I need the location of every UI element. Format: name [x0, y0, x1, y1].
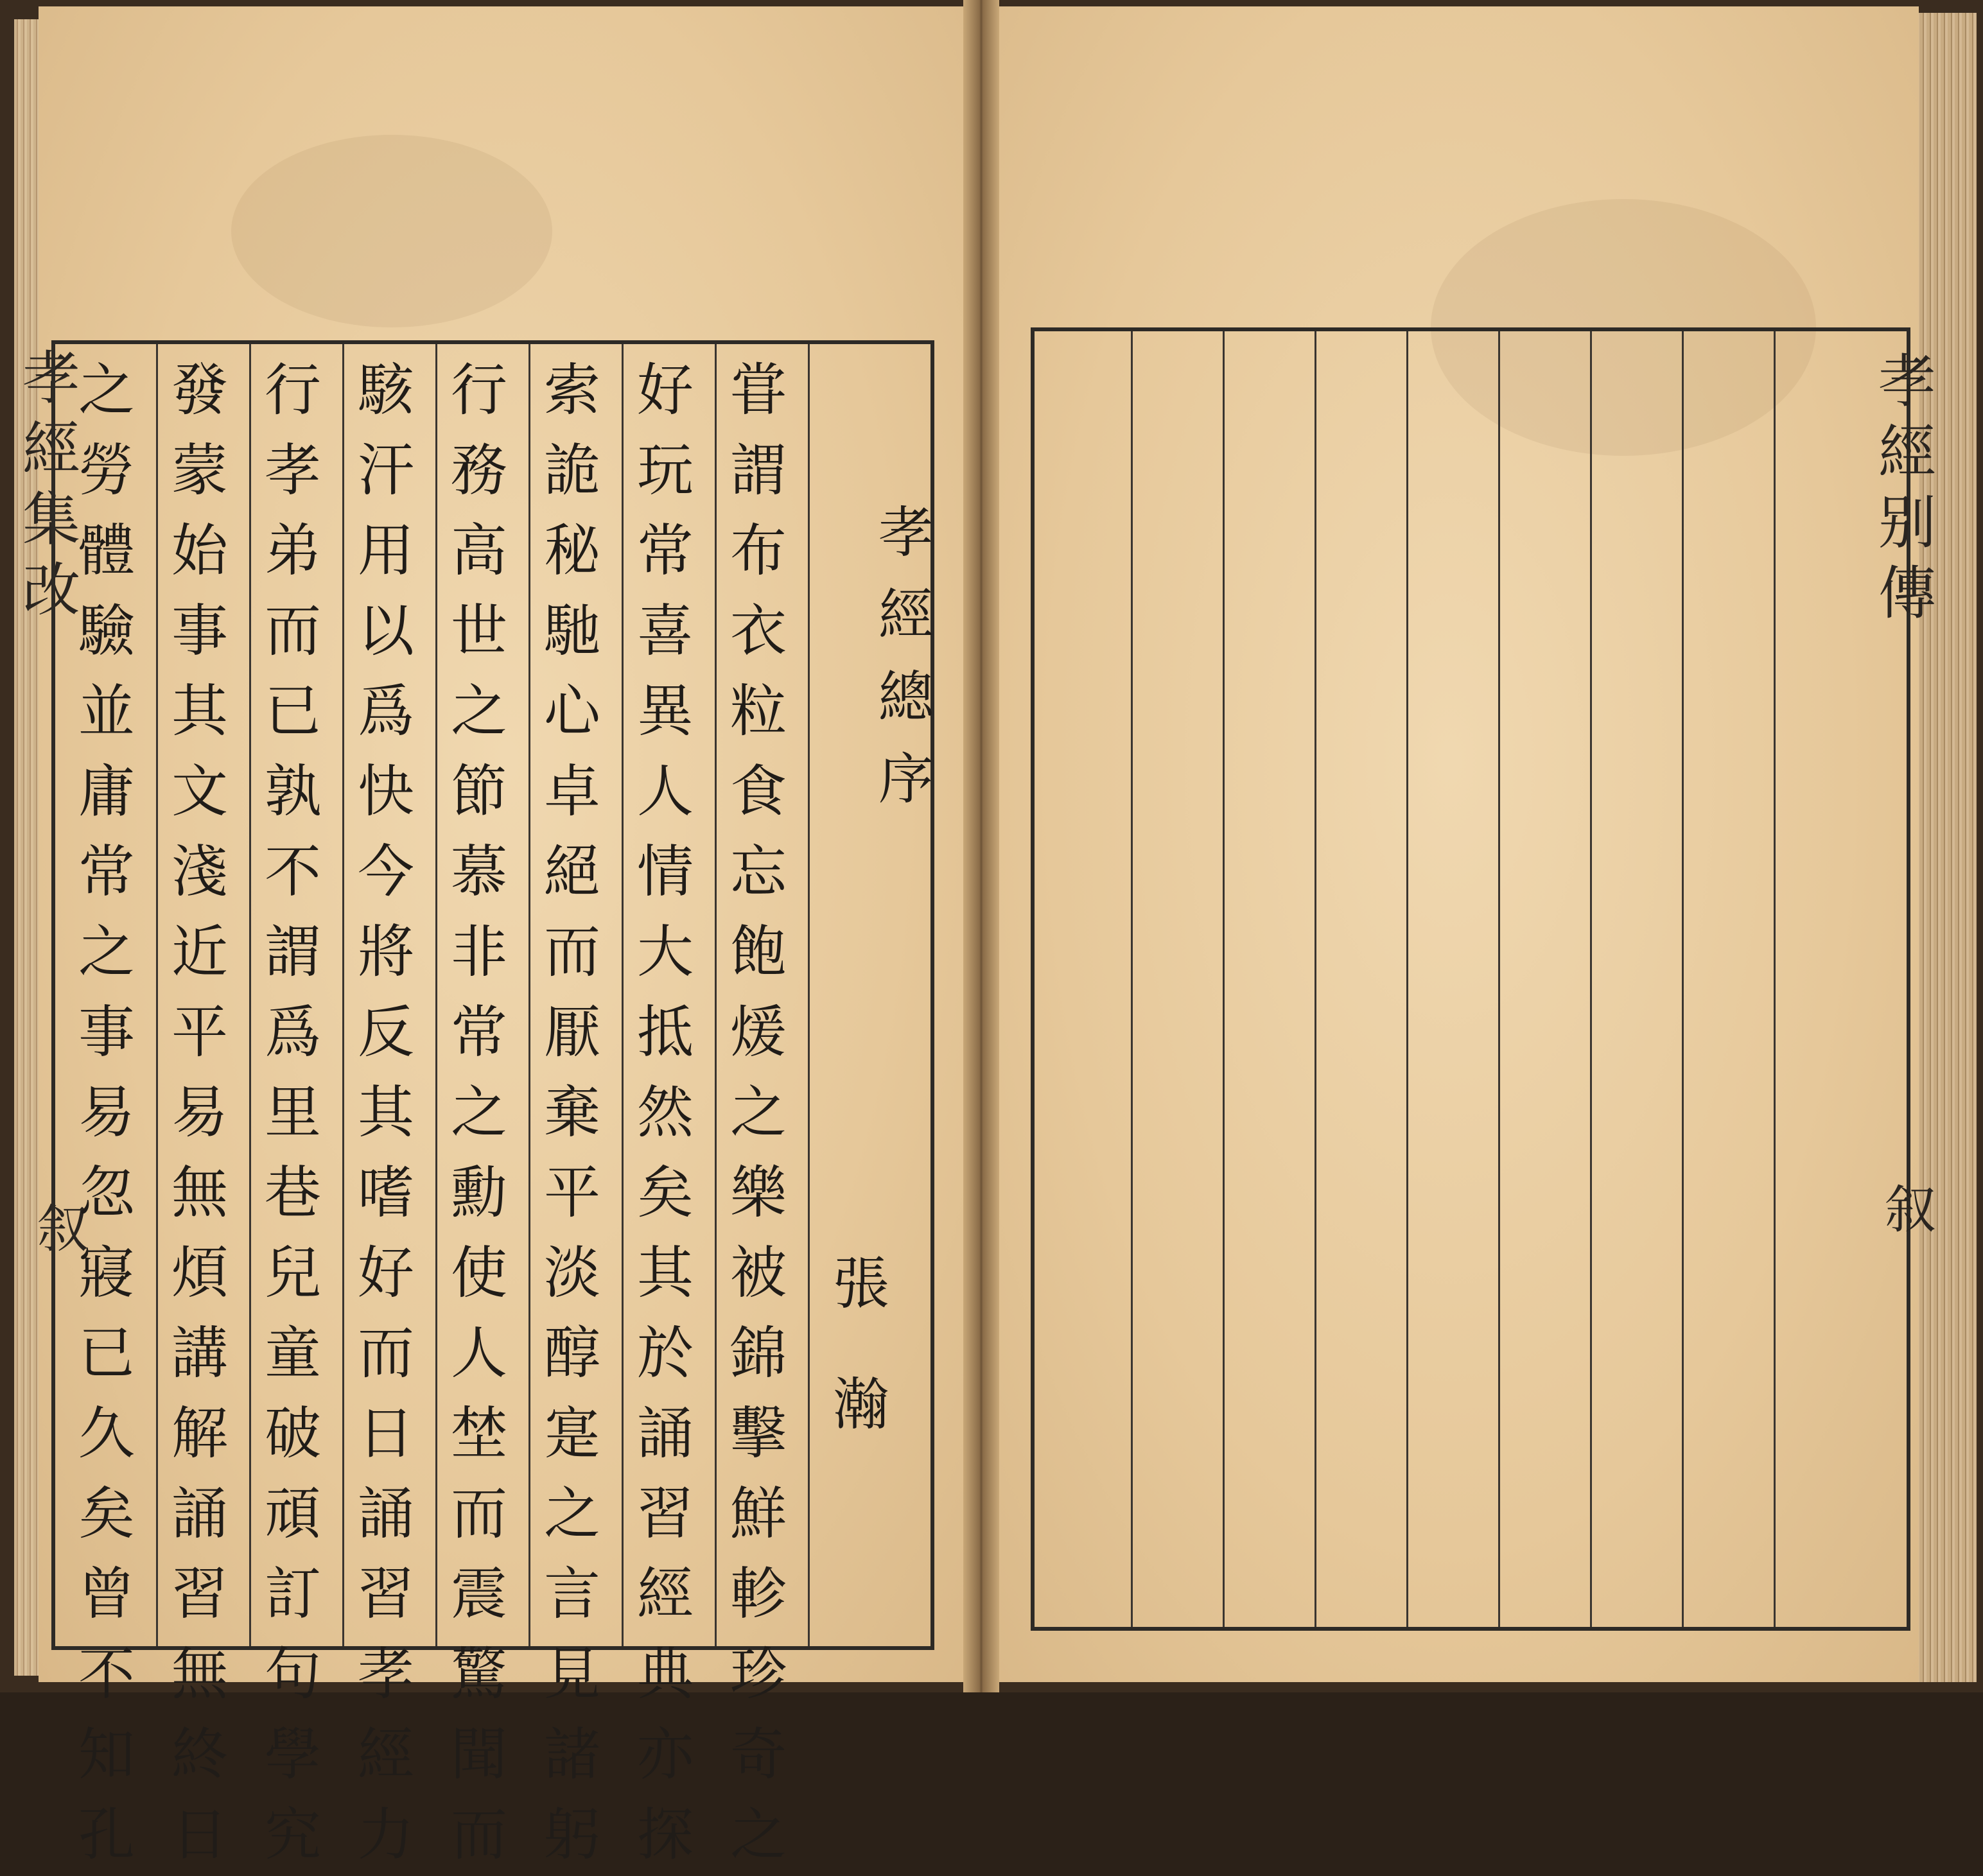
margin-title-char: 傳	[1878, 560, 1936, 627]
column-rule	[1498, 331, 1500, 1627]
text-char: 發	[171, 357, 228, 423]
text-char: 經	[357, 1721, 414, 1787]
margin-title-char: 集	[22, 486, 80, 553]
text-char: 曾	[78, 1561, 135, 1627]
text-char: 力	[357, 1802, 414, 1868]
column-rule	[808, 344, 810, 1646]
text-char: 近	[171, 919, 228, 985]
text-char: 棄	[543, 1079, 600, 1145]
text-char: 習	[171, 1561, 228, 1627]
left-text-frame	[51, 340, 934, 1868]
text-char: 亦	[636, 1721, 694, 1787]
book-gutter	[963, 0, 999, 1692]
text-char: 絕	[543, 838, 600, 905]
text-char: 使	[450, 1240, 507, 1306]
text-char: 常	[78, 838, 135, 905]
column-rule	[1223, 331, 1225, 1627]
text-char: 之	[78, 919, 135, 985]
text-char: 鮮	[729, 1481, 787, 1547]
text-char: 易	[78, 1079, 135, 1145]
text-char: 索	[543, 357, 600, 423]
text-char: 大	[636, 919, 694, 985]
text-column	[161, 349, 238, 1874]
text-char: 好	[357, 1240, 414, 1306]
text-char: 習	[357, 1561, 414, 1627]
title-char: 序	[878, 747, 934, 812]
text-char: 文	[171, 758, 228, 824]
column-rule	[1682, 331, 1684, 1627]
text-char: 淺	[171, 838, 228, 905]
text-char: 快	[357, 758, 414, 824]
text-char: 情	[636, 838, 694, 905]
text-char: 無	[171, 1159, 228, 1226]
text-char: 甞	[729, 357, 787, 423]
right-margin-mark: 叙	[1885, 1180, 1936, 1240]
text-char: 學	[264, 1721, 321, 1787]
text-char: 並	[78, 678, 135, 744]
text-char: 之	[729, 1079, 787, 1145]
text-char: 其	[171, 678, 228, 744]
text-char: 之	[450, 1079, 507, 1145]
text-char: 終	[171, 1721, 228, 1787]
text-char: 典	[636, 1641, 694, 1707]
text-char: 將	[357, 919, 414, 985]
text-char: 誦	[636, 1400, 694, 1466]
text-char: 日	[357, 1400, 414, 1466]
text-char: 好	[636, 357, 694, 423]
text-char: 探	[636, 1802, 694, 1868]
text-char: 樂	[729, 1159, 787, 1226]
text-char: 常	[636, 517, 694, 584]
text-char: 粒	[729, 678, 787, 744]
text-char: 誦	[171, 1481, 228, 1547]
text-char: 其	[357, 1079, 414, 1145]
text-char: 人	[450, 1320, 507, 1386]
column-rule	[249, 344, 251, 1646]
column-rule	[715, 344, 717, 1646]
text-char: 孝	[357, 1641, 414, 1707]
text-char: 破	[264, 1400, 321, 1466]
text-char: 孔	[78, 1802, 135, 1868]
text-char: 之	[543, 1481, 600, 1547]
text-char: 孝	[264, 437, 321, 503]
text-char: 解	[171, 1400, 228, 1466]
text-char: 諸	[543, 1721, 600, 1787]
text-char: 錦	[729, 1320, 787, 1386]
text-char: 之	[78, 357, 135, 423]
margin-title-char: 别	[1878, 489, 1936, 557]
text-char: 然	[636, 1079, 694, 1145]
text-char: 兒	[264, 1240, 321, 1306]
text-char: 不	[264, 838, 321, 905]
text-char: 以	[357, 598, 414, 664]
margin-title-char: 改	[22, 557, 80, 624]
paper-stain	[231, 135, 552, 327]
text-char: 童	[264, 1320, 321, 1386]
text-char: 躬	[543, 1802, 600, 1868]
text-char: 里	[264, 1079, 321, 1145]
text-char: 今	[357, 838, 414, 905]
left-margin-mark: 叙	[37, 1199, 89, 1259]
text-char: 之	[450, 678, 507, 744]
text-char: 謂	[264, 919, 321, 985]
text-char: 布	[729, 517, 787, 584]
text-char: 軫	[729, 1561, 787, 1627]
title-char: 經	[878, 583, 934, 647]
text-char: 爲	[264, 999, 321, 1065]
text-char: 珍	[729, 1641, 787, 1707]
text-char: 庸	[78, 758, 135, 824]
margin-title-char: 孝	[1878, 348, 1936, 415]
text-char: 馳	[543, 598, 600, 664]
text-char: 而	[264, 598, 321, 664]
text-column	[441, 349, 518, 1874]
text-char: 反	[357, 999, 414, 1065]
text-column	[627, 349, 704, 1874]
text-char: 講	[171, 1320, 228, 1386]
author-char: 張	[832, 1251, 889, 1317]
text-char: 知	[78, 1721, 135, 1787]
right-page-stack	[1912, 13, 1977, 1682]
author-char: 瀚	[832, 1371, 889, 1437]
text-char: 事	[171, 598, 228, 664]
preface-title	[868, 492, 945, 821]
text-char: 見	[543, 1641, 600, 1707]
right-text-frame	[1031, 327, 1910, 1631]
text-char: 駭	[357, 357, 414, 423]
text-char: 務	[450, 437, 507, 503]
text-char: 習	[636, 1481, 694, 1547]
text-char: 被	[729, 1240, 787, 1306]
text-char: 孰	[264, 758, 321, 824]
text-char: 其	[636, 1240, 694, 1306]
column-rule	[1774, 331, 1776, 1627]
column-rule	[1406, 331, 1408, 1627]
text-char: 弟	[264, 517, 321, 584]
text-char: 勞	[78, 437, 135, 503]
text-char: 節	[450, 758, 507, 824]
text-char: 嗜	[357, 1159, 414, 1226]
text-char: 句	[264, 1641, 321, 1707]
text-char: 埜	[450, 1400, 507, 1466]
text-char: 已	[78, 1320, 135, 1386]
text-char: 世	[450, 598, 507, 664]
text-char: 頑	[264, 1481, 321, 1547]
text-char: 厭	[543, 999, 600, 1065]
text-char: 矣	[636, 1159, 694, 1226]
text-char: 異	[636, 678, 694, 744]
right-margin-title	[1872, 347, 1943, 629]
text-char: 人	[636, 758, 694, 824]
text-char: 驗	[78, 598, 135, 664]
text-char: 煩	[171, 1240, 228, 1306]
text-char: 喜	[636, 598, 694, 664]
text-char: 擊	[729, 1400, 787, 1466]
text-char: 事	[78, 999, 135, 1065]
margin-title-char: 經	[22, 415, 80, 483]
text-char: 訂	[264, 1561, 321, 1627]
text-char: 久	[78, 1400, 135, 1466]
text-char: 飽	[729, 919, 787, 985]
text-char: 而	[450, 1802, 507, 1868]
text-column	[720, 349, 797, 1874]
text-char: 始	[171, 517, 228, 584]
text-char: 日	[171, 1802, 228, 1868]
text-column	[254, 349, 331, 1874]
column-rule	[529, 344, 530, 1646]
text-char: 經	[636, 1561, 694, 1627]
text-char: 聞	[450, 1721, 507, 1787]
text-char: 勳	[450, 1159, 507, 1226]
text-char: 抵	[636, 999, 694, 1065]
column-rule	[1131, 331, 1133, 1627]
column-rule	[156, 344, 158, 1646]
title-char: 總	[878, 665, 934, 729]
text-char: 究	[264, 1802, 321, 1868]
margin-title-char: 孝	[22, 345, 80, 412]
text-char: 矣	[78, 1481, 135, 1547]
text-char: 慕	[450, 838, 507, 905]
text-char: 高	[450, 517, 507, 584]
text-char: 驚	[450, 1641, 507, 1707]
text-char: 而	[450, 1481, 507, 1547]
text-char: 巷	[264, 1159, 321, 1226]
text-char: 詭	[543, 437, 600, 503]
text-char: 心	[543, 678, 600, 744]
text-char: 用	[357, 517, 414, 584]
text-char: 煖	[729, 999, 787, 1065]
text-column	[534, 349, 611, 1874]
text-char: 平	[171, 999, 228, 1065]
column-rule	[1315, 331, 1316, 1627]
text-char: 而	[357, 1320, 414, 1386]
text-char: 震	[450, 1561, 507, 1627]
text-char: 玩	[636, 437, 694, 503]
text-char: 常	[450, 999, 507, 1065]
text-char: 不	[78, 1641, 135, 1707]
text-char: 之	[729, 1802, 787, 1868]
title-char: 孝	[878, 501, 934, 565]
text-char: 淡	[543, 1240, 600, 1306]
text-char: 於	[636, 1320, 694, 1386]
margin-title-char: 經	[1878, 419, 1936, 486]
text-char: 衣	[729, 598, 787, 664]
text-char: 奇	[729, 1721, 787, 1787]
text-char: 汗	[357, 437, 414, 503]
text-char: 食	[729, 758, 787, 824]
text-char: 易	[171, 1079, 228, 1145]
text-char: 謂	[729, 437, 787, 503]
text-char: 已	[264, 678, 321, 744]
text-char: 言	[543, 1561, 600, 1627]
text-char: 忽	[78, 1159, 135, 1226]
text-column	[68, 349, 145, 1874]
column-rule	[435, 344, 437, 1646]
text-char: 體	[78, 517, 135, 584]
text-char: 而	[543, 919, 600, 985]
text-char: 行	[264, 357, 321, 423]
text-char: 非	[450, 919, 507, 985]
text-char: 誦	[357, 1481, 414, 1547]
text-char: 爲	[357, 678, 414, 744]
text-char: 忘	[729, 838, 787, 905]
column-rule	[1590, 331, 1592, 1627]
author-name	[823, 1243, 900, 1446]
text-char: 無	[171, 1641, 228, 1707]
text-column	[347, 349, 424, 1874]
text-char: 寢	[78, 1240, 135, 1306]
text-char: 行	[450, 357, 507, 423]
text-char: 醇	[543, 1320, 600, 1386]
text-char: 卓	[543, 758, 600, 824]
text-char: 蒙	[171, 437, 228, 503]
text-char: 平	[543, 1159, 600, 1226]
text-char: 寔	[543, 1400, 600, 1466]
column-rule	[342, 344, 344, 1646]
text-char: 秘	[543, 517, 600, 584]
column-rule	[622, 344, 624, 1646]
